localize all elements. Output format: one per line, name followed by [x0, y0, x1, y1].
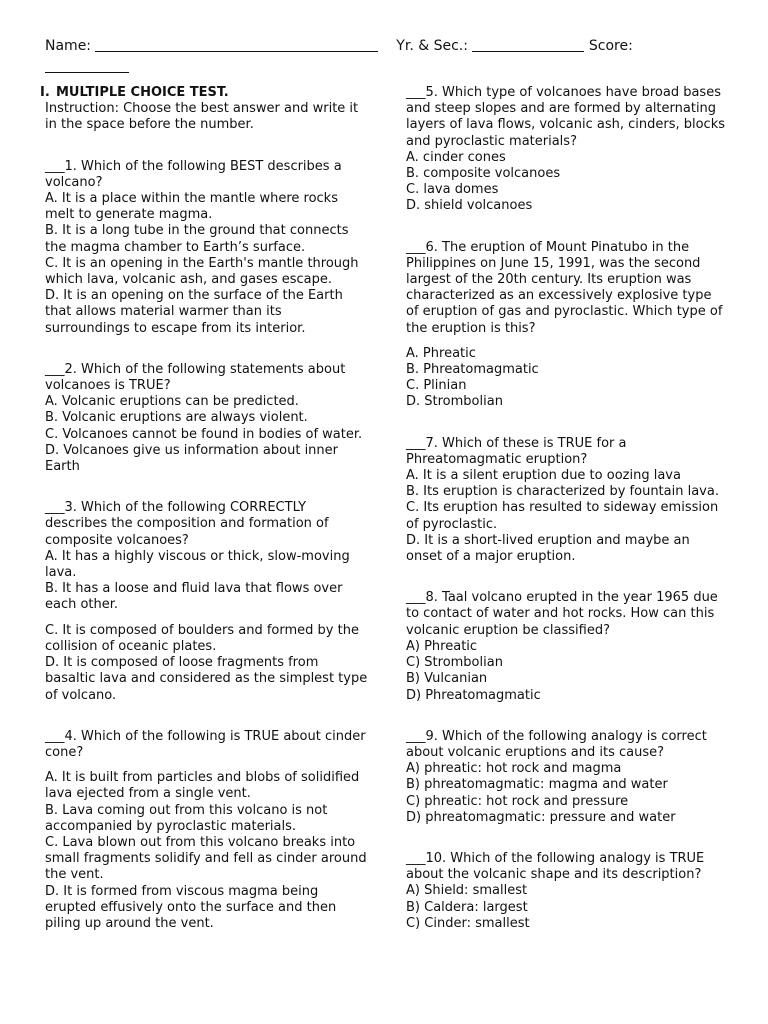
question-7	[406, 436, 728, 566]
option-b: B. It has a loose and fluid lava that flows over each other.	[45, 581, 343, 613]
question-stem: ___4. Which of the following is TRUE about cinder cone?	[45, 728, 366, 760]
question-stem: ___9. Which of the following analogy is correct about volcanic eruptions and its cause?	[406, 728, 707, 760]
option-c: C. It is composed of boulders and formed by the collision of oceanic plates.	[45, 622, 359, 654]
right-column	[406, 85, 728, 932]
option-d: D) phreatomagmatic: pressure and water	[406, 809, 676, 825]
name-blank[interactable]	[95, 37, 378, 52]
option-d: D. It is composed of loose fragments from basaltic lava and considered as the simplest type of volcano.	[45, 655, 368, 703]
option-a: A. It is built from particles and blobs of solidified lava ejected from a single vent.	[45, 770, 360, 802]
option-d: D) Phreatomagmatic	[406, 687, 541, 703]
option-b: B. Phreatomagmatic	[406, 362, 539, 378]
score-blank[interactable]	[45, 58, 129, 73]
question-stem: ___2. Which of the following statements about volcanoes is TRUE?	[45, 361, 346, 394]
option-b: B) Vulcanian	[406, 671, 488, 687]
option-b: B) phreatomagmatic: magma and water	[406, 777, 668, 793]
question-stem: ___6. The eruption of Mount Pinatubo in the Philippines on June 15, 1991, was the second largest of the 20th century. Its eruption was characterized as an excessively explosive type of eruption of gas and pyroclastic. Which type of the eruption is this?	[406, 239, 723, 336]
question-5	[406, 85, 728, 215]
option-d: D. It is formed from viscous magma being erupted effusively onto the surface and then piling up around the vent.	[45, 883, 337, 931]
yr-sec-blank[interactable]	[472, 37, 584, 52]
option-a: A. Phreatic	[406, 345, 476, 361]
option-c: C. Its eruption has resulted to sideway emission of pyroclastic.	[406, 500, 719, 532]
question-stem: ___5. Which type of volcanoes have broad bases and steep slopes and are formed by alternating layers of lava flows, volcanic ash, cinders, blocks and pyroclastic materials?	[406, 85, 726, 149]
option-c: C) Cinder: smallest	[406, 915, 530, 931]
option-b: B. Volcanic eruptions are always violent.	[45, 410, 308, 426]
question-2	[45, 362, 370, 475]
option-c: C) Strombolian	[406, 655, 503, 671]
option-d: D. shield volcanoes	[406, 198, 533, 214]
question-10	[406, 851, 728, 932]
question-stem: ___7. Which of these is TRUE for a Phreatomagmatic eruption?	[406, 435, 627, 467]
question-3	[45, 500, 370, 703]
name-label: Name:	[45, 38, 92, 54]
instruction-text: Instruction: Choose the best answer and write it in the space before the number.	[45, 101, 359, 133]
question-stem: ___1. Which of the following BEST describes a volcano?	[45, 158, 342, 190]
section-heading: MULTIPLE CHOICE TEST.	[56, 85, 229, 100]
option-d: D. Volcanoes give us information about inner Earth	[45, 442, 339, 475]
option-a: A. It is a silent eruption due to oozing lava	[406, 468, 681, 484]
option-b: B) Caldera: largest	[406, 899, 528, 915]
option-c: C. It is an opening in the Earth's mantle through which lava, volcanic ash, and gases escape.	[45, 255, 359, 288]
option-c: C. Plinian	[406, 378, 467, 394]
section-number: I.	[40, 85, 50, 100]
question-8	[406, 590, 728, 703]
option-a: A) Phreatic	[406, 638, 478, 654]
option-d: D. It is an opening on the surface of the Earth that allows material warmer than its surroundings to escape from its interior.	[45, 288, 343, 336]
question-stem: ___3. Which of the following CORRECTLY describes the composition and formation of composite volcanoes?	[45, 500, 329, 548]
option-b: B. Its eruption is characterized by fountain lava.	[406, 484, 719, 500]
question-4	[45, 729, 370, 932]
left-column	[40, 85, 370, 932]
option-a: A. cinder cones	[406, 149, 506, 165]
option-c: C. Lava blown out from this volcano breaks into small fragments solidify and fell as cinder around the vent.	[45, 834, 367, 883]
student-info-header	[45, 37, 735, 73]
question-1	[45, 159, 370, 337]
option-d: D. Strombolian	[406, 394, 503, 410]
option-c: C. Volcanoes cannot be found in bodies of water.	[45, 426, 363, 442]
option-a: A. It has a highly viscous or thick, slow-moving lava.	[45, 548, 350, 581]
option-a: A. Volcanic eruptions can be predicted.	[45, 394, 299, 410]
option-a: A) Shield: smallest	[406, 883, 528, 899]
option-b: B. composite volcanoes	[406, 166, 561, 182]
option-b: B. It is a long tube in the ground that connects the magma chamber to Earth’s surface.	[45, 223, 349, 255]
yr-sec-label: Yr. & Sec.:	[396, 38, 468, 54]
question-9	[406, 729, 728, 826]
option-c: C) phreatic: hot rock and pressure	[406, 793, 629, 809]
option-a: A. It is a place within the mantle where rocks melt to generate magma.	[45, 191, 338, 223]
question-stem: ___8. Taal volcano erupted in the year 1965 due to contact of water and hot rocks. How can this volcanic eruption be classified?	[406, 590, 718, 638]
question-6	[406, 240, 728, 411]
option-c: C. lava domes	[406, 182, 499, 198]
score-label: Score:	[588, 38, 633, 54]
section-title	[40, 85, 370, 101]
option-a: A) phreatic: hot rock and magma	[406, 761, 622, 777]
option-d: D. It is a short-lived eruption and maybe an onset of a major eruption.	[406, 532, 690, 565]
option-b: B. Lava coming out from this volcano is not accompanied by pyroclastic materials.	[45, 802, 328, 834]
question-stem: ___10. Which of the following analogy is TRUE about the volcanic shape and its description?	[406, 850, 705, 883]
